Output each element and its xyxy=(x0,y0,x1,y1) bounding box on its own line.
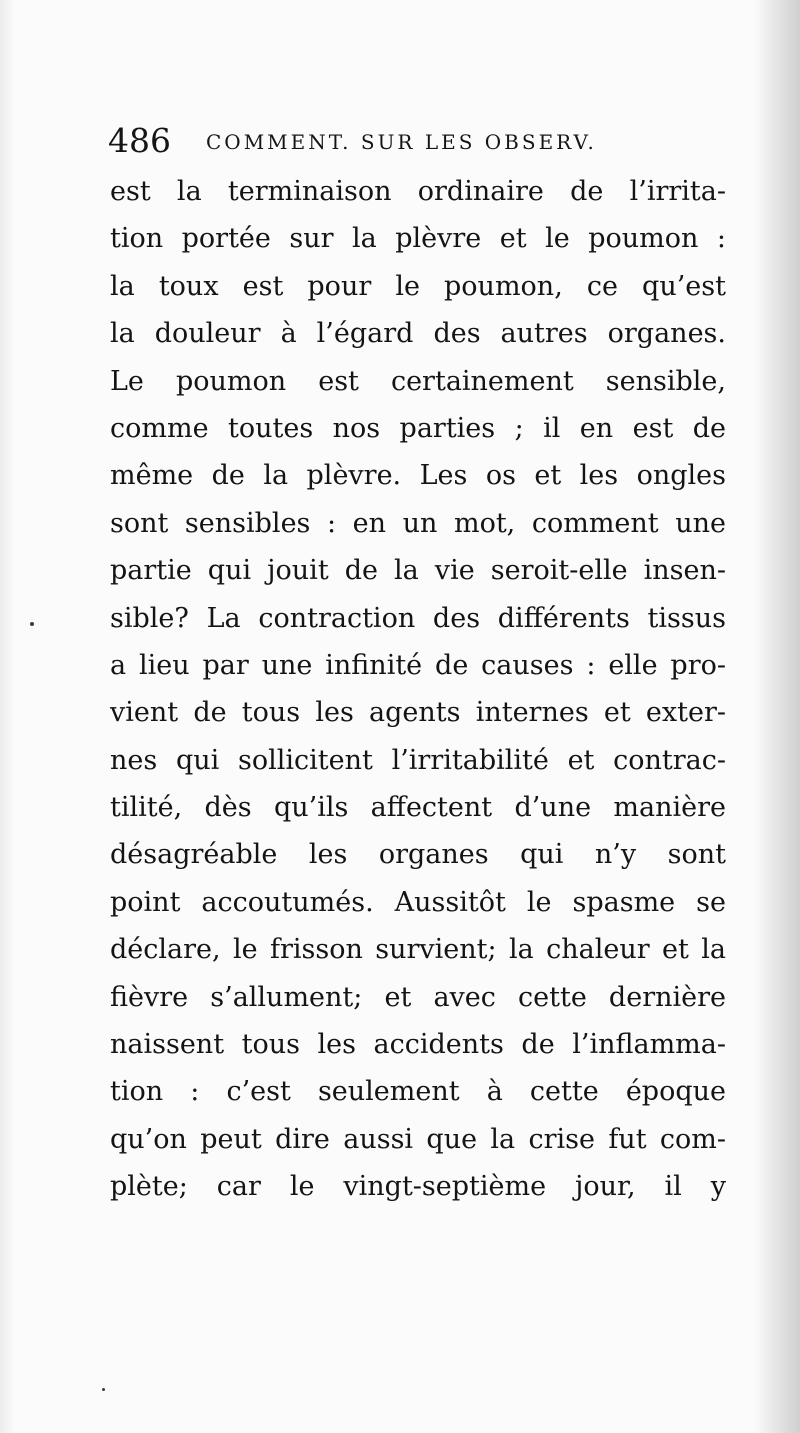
text-line: même de la plèvre. Les os et les ongles xyxy=(110,460,726,492)
text-line: Le poumon est certainement sensible, xyxy=(110,365,726,397)
page-left-shadow xyxy=(0,0,14,1433)
ink-speck xyxy=(102,1388,105,1391)
text-line: tilité, dès qu’ils affectent d’une manière xyxy=(110,792,726,824)
text-line: point accoutumés. Aussitôt le spasme se xyxy=(110,886,726,918)
text-line: tion : c’est seulement à cette époque xyxy=(110,1076,726,1108)
running-head-title: COMMENT. SUR LES OBSERV. xyxy=(206,130,597,154)
running-head xyxy=(108,116,708,166)
text-line: est la terminaison ordinaire de l’irrita- xyxy=(110,176,726,207)
text-line: fièvre s’allument; et avec cette dernière xyxy=(110,981,726,1013)
text-line: naissent tous les accidents de l’inflamma- xyxy=(110,1029,726,1061)
text-line: la douleur à l’égard des autres organes. xyxy=(110,318,726,350)
ink-speck xyxy=(30,622,34,626)
text-line: partie qui jouit de la vie seroit-elle insen- xyxy=(110,555,726,587)
text-line: déclare, le frisson survient; la chaleur et la xyxy=(110,934,726,966)
page-right-edge-shadow xyxy=(754,0,800,1433)
text-line: la toux est pour le poumon, ce qu’est xyxy=(110,270,726,302)
text-line: comme toutes nos parties ; il en est de xyxy=(110,412,726,444)
text-line: plète; car le vingt-septième jour, il y xyxy=(110,1171,726,1203)
text-line: vient de tous les agents internes et exter- xyxy=(110,697,726,729)
text-line: sont sensibles : en un mot, comment une xyxy=(110,507,726,539)
text-line: sible? La contraction des différents tissus xyxy=(110,602,726,634)
body-text xyxy=(110,168,726,1211)
text-line: qu’on peut dire aussi que la crise fut com- xyxy=(110,1123,726,1155)
page-number: 486 xyxy=(108,121,171,160)
text-line: a lieu par une infinité de causes : elle pro- xyxy=(110,649,726,681)
text-line: nes qui sollicitent l’irritabilité et contrac- xyxy=(110,744,726,776)
text-line: désagréable les organes qui n’y sont xyxy=(110,839,726,871)
text-line: tion portée sur la plèvre et le poumon : xyxy=(110,223,726,255)
